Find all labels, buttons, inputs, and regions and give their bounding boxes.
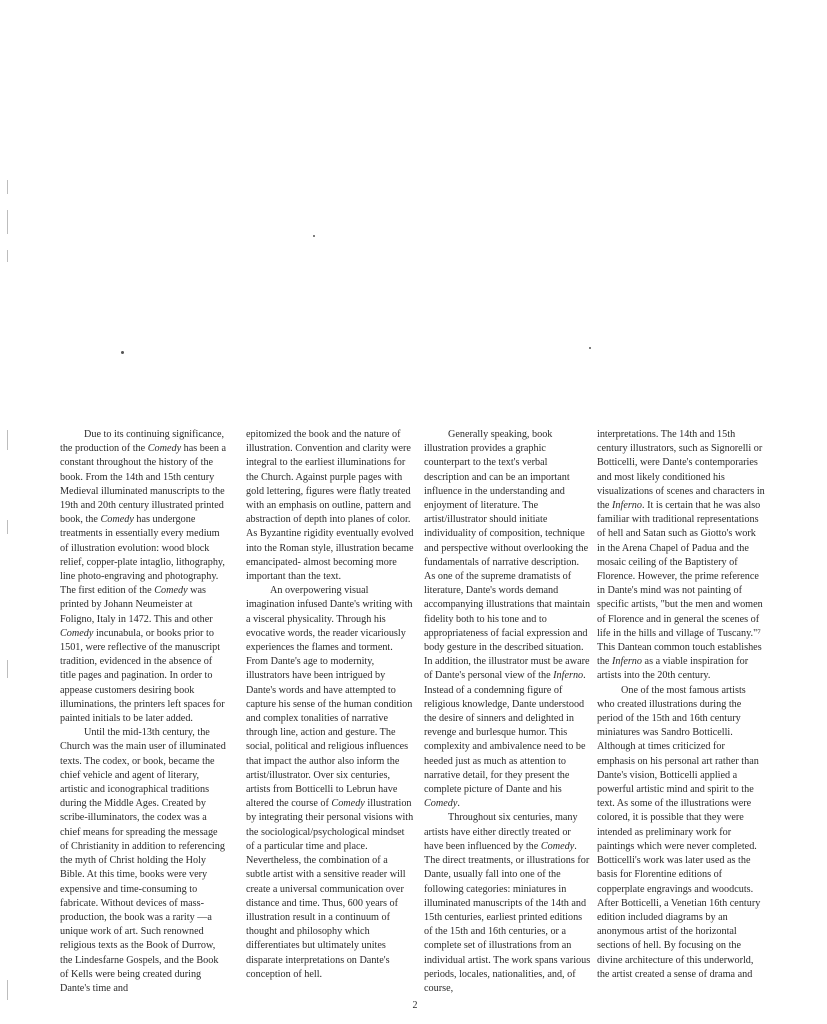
text-column-2 xyxy=(246,428,414,982)
italic-title: Comedy xyxy=(147,443,182,455)
text-run: One of the most famous artists who created illustrations during the period of the 15th and 16th century miniatures was Sandro Botticelli. Although at times criticized for emphasis on his personal art rather than Dante's vision, Botticelli applied a powerful artistic mind and spirit to the text. As some of the illustrations were colored, it is possible that they were intended as preliminary work for paintings which were never completed. Botticelli's work was later used as the basis for Florentine editions of copperplate engravings and woodcuts. After Botticelli, a Venetian 16th century edition included diagrams by an anonymous artist of the horizontal sections of hell. By focusing on the divine architecture of this underworld, the artist created a sense of drama and xyxy=(597,684,761,980)
scan-margin-mark xyxy=(7,210,8,234)
scan-speck xyxy=(589,347,591,349)
italic-title: Inferno xyxy=(612,500,642,512)
paragraph xyxy=(424,811,592,996)
text-run: . The direct treatments, or illustrations for Dante, usually fall into one of the following categories: miniatures in illuminated manuscripts of the 14th and 15th centuries, earliest printed editions of the 15th and 16th centuries, or a complete set of illustrations from an individual artist. The work spans various periods, locales, nationalities, and, of course, xyxy=(424,840,591,994)
scan-speck xyxy=(121,351,124,354)
text-run: An overpowering visual imagination infused Dante's writing with a visceral physicality. Through his evocative words, the reader vicariously experiences the flames and torment. From Dante's age to modernity, illustrators have been intrigued by Dante's words and have attempted to capture his sense of the human condition and complex tonalities of narrative through line, action and gesture. The social, political and religious influences that impact the author also inform the artist/illustrator. Over six centuries, artists from Botticelli to Lebrun have altered the course of xyxy=(246,585,413,810)
italic-title: Comedy xyxy=(154,585,188,597)
italic-title: Comedy xyxy=(100,514,134,526)
italic-title: Comedy xyxy=(540,840,575,852)
scan-margin-mark xyxy=(7,180,8,194)
italic-title: Comedy xyxy=(424,798,458,810)
scan-margin-mark xyxy=(7,430,8,450)
text-run: illustration by integrating their personal visions with the sociological/psychological mindset of a particular time and place. Nevertheless, the combination of a subtle artist with a sensitive reader will create a universal communication over distance and time. Thus, 600 years of illustration result in a continuum of thought and philosophy which differentiates but ultimately unites disparate interpretations on Dante's conception of hell. xyxy=(246,798,414,980)
text-run: as a viable inspiration for artists into the 20th century. xyxy=(597,656,749,682)
text-run: has been a constant throughout the history of the book. From the 14th and 15th century Medieval illuminated manuscripts to the 19th and 20th century illustrated printed book, the xyxy=(60,443,227,526)
scan-margin-mark xyxy=(7,980,8,1000)
scan-margin-mark xyxy=(7,250,8,262)
paragraph xyxy=(246,584,414,982)
paragraph xyxy=(597,428,765,684)
text-run: Generally speaking, book illustration provides a graphic counterpart to the text's verbal description and can be an important influence in the understanding and enjoyment of literature. The artist/illustrator should initiate individuality of composition, technique and perspective without overlooking the fundamentals of narrative description. As one of the supreme dramatists of literature, Dante's words demand accompanying illustrations that maintain fidelity both to his tone and to appropriateness of facial expression and body gesture in the described situation. In addition, the illustrator must be aware of Dante's personal view of the xyxy=(424,429,591,682)
italic-title: Inferno xyxy=(553,670,584,682)
text-run: epitomized the book and the nature of illustration. Convention and clarity were integral to the earliest illuminations for the Church. Against purple pages with gold lettering, figures were flatly treated with an emphasis on outline, pattern and abstraction of depth into planes of color. As Byzantine rigidity eventually evolved into the Roman style, illustration became emancipated- almost becoming more important than the text. xyxy=(246,429,414,583)
text-run: . It is certain that he was also familiar with traditional representations of hell and Satan such as Giotto's work in the Arena Chapel of Padua and the mosaic ceiling of the Baptistery of Florence. However, the prime reference in Dante's mind was not painting of specific artists, "but the men and women of Florence and in general the scenes of life in the hills and village of Tuscany."⁷ This Dantean common touch establishes the xyxy=(597,500,763,668)
page-number: 2 xyxy=(412,1000,418,1011)
paragraph xyxy=(597,684,765,982)
text-run: was printed by Johann Neumeister at Foligno, Italy in 1472. This and other xyxy=(60,585,213,625)
paragraph xyxy=(424,428,592,811)
italic-title: Comedy xyxy=(331,798,365,810)
paragraph xyxy=(60,428,228,726)
text-column-4 xyxy=(597,428,765,982)
italic-title: Inferno xyxy=(612,656,642,668)
scan-margin-mark xyxy=(7,520,8,534)
text-run: Throughout six centuries, many artists have either directly treated or have been influenced by the xyxy=(424,812,578,852)
text-run: incunabula, or books prior to 1501, were reflective of the manuscript tradition, evidenced in the absence of title pages and pagination. In order to appease customers desiring book illuminations, the printers left spaces for painted initials to be later added. xyxy=(60,627,225,725)
text-run: Until the mid-13th century, the Church was the main user of illuminated texts. The codex, or book, became the chief vehicle and agent of literary, artistic and iconographical traditions during the Middle Ages. Created by scribe-illuminators, the codex was a chief means for spreading the message of Christianity in addition to referencing the myth of Christ holding the Holy Bible. At this time, books were very expensive and time-consuming to fabricate. Without devices of mass-production, the book was a rarity —a unique work of art. Such renowned religious texts as the Book of Durrow, the Lindesfarne Gospels, and the Book of Kells were being created during Dante's time and xyxy=(60,727,226,994)
scan-speck xyxy=(313,235,315,237)
text-run: . Instead of a condemning figure of religious knowledge, Dante understood the desire of sinners and delighted in revenge and burlesque humor. This complexity and ambivalence need to be heeded just as much as attention to narrative detail, for they present the complete picture of Dante and his xyxy=(424,670,586,796)
paragraph xyxy=(246,428,414,584)
text-run: has undergone treatments in essentially every medium of illustration evolution: wood block relief, copper-plate intaglio, lithography, line photo-engraving and photography. The first edition of the xyxy=(60,514,225,597)
paragraph xyxy=(60,726,228,996)
text-run: Due to its continuing significance, the production of the xyxy=(60,429,225,455)
scan-margin-mark xyxy=(7,660,8,678)
text-column-1 xyxy=(60,428,228,996)
text-run: interpretations. The 14th and 15th century illustrators, such as Signorelli or Botticelli, were Dante's contemporaries and most likely conditioned his visualizations of scenes and characters in the xyxy=(597,429,765,512)
text-run: . xyxy=(457,798,460,810)
italic-title: Comedy xyxy=(60,627,94,639)
text-column-3 xyxy=(424,428,592,996)
